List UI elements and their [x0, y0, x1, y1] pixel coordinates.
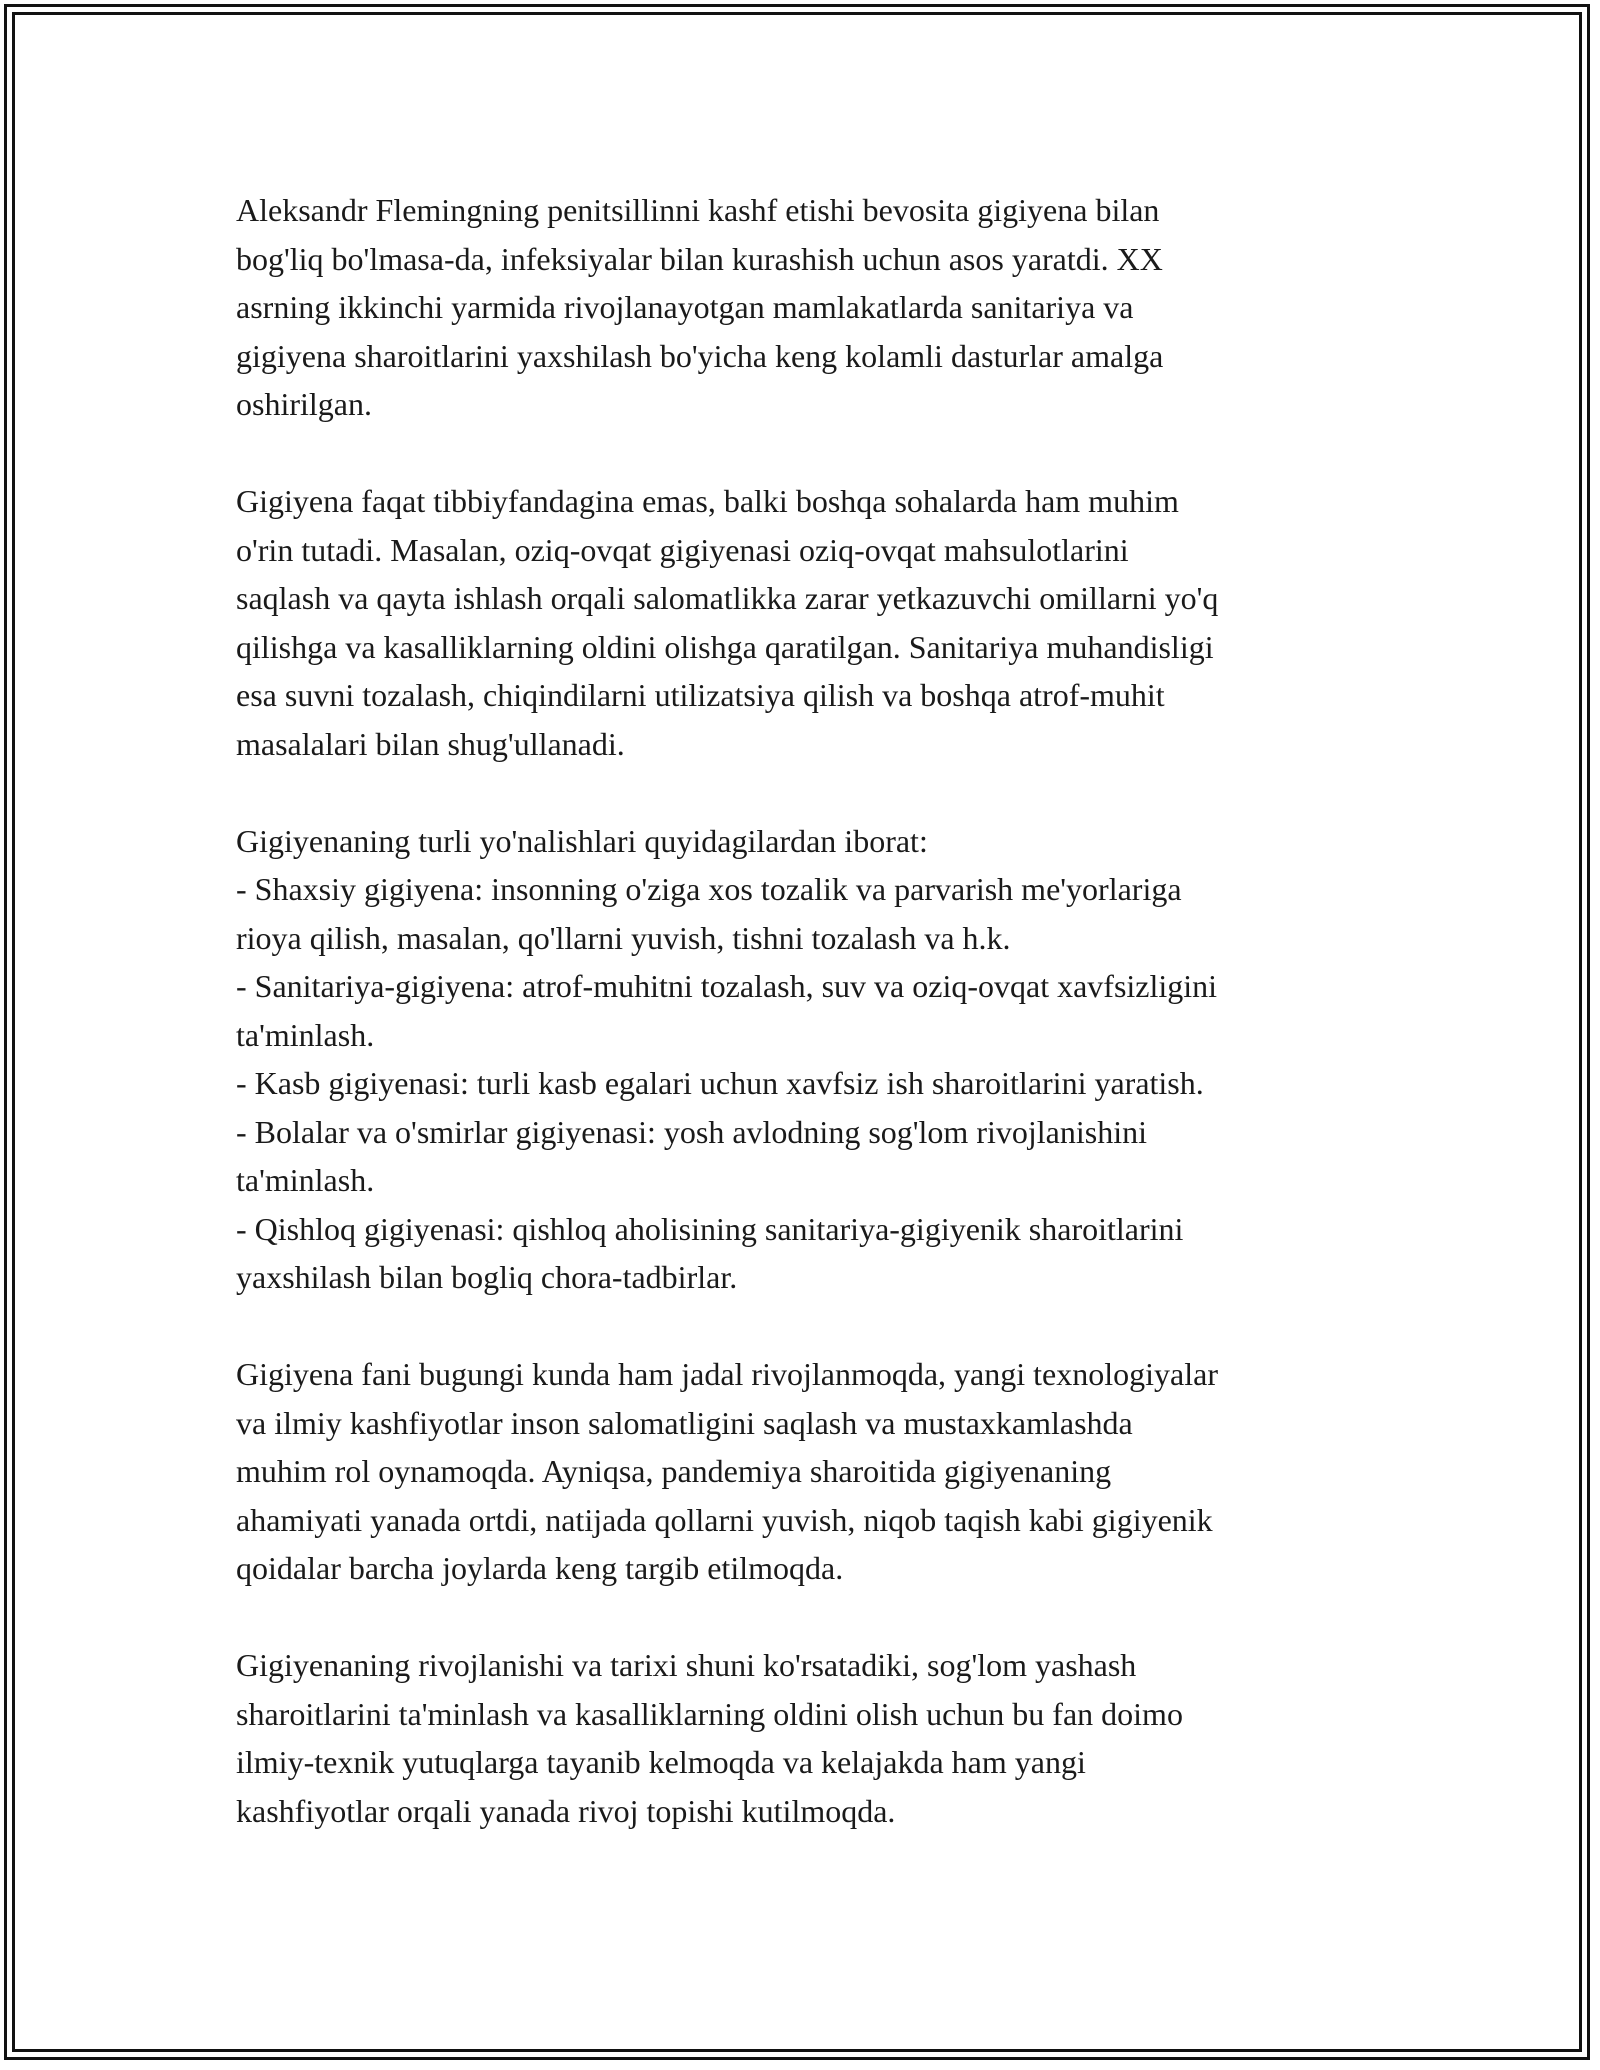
paragraph-penicillin: [236, 186, 1366, 429]
text-line: qoidalar barcha joylarda keng targib etilmoqda.: [236, 1550, 844, 1586]
paragraph-modern-development: [236, 1350, 1366, 1593]
list-item: - Sanitariya-gigiyena: atrof-muhitni tozalash, suv va oziq-ovqat xavfsizligini: [236, 968, 1218, 1004]
text-line: esa suvni tozalash, chiqindilarni utilizatsiya qilish va boshqa atrof-muhit: [236, 677, 1165, 713]
list-item: - Bolalar va o'smirlar gigiyenasi: yosh avlodning sog'lom rivojlanishini: [236, 1113, 1147, 1150]
paragraph-hygiene-types-list: [236, 817, 1366, 1302]
text-line: ilmiy-texnik yutuqlarga tayanib kelmoqda va kelajakda ham yangi: [236, 1744, 1086, 1780]
text-line: kashfiyotlar orqali yanada rivoj topishi kutilmoqda.: [236, 1792, 896, 1829]
list-heading: Gigiyenaning turli yo'nalishlari quyidagilardan iborat:: [236, 822, 928, 859]
text-line: asrning ikkinchi yarmida rivojlanayotgan mamlakatlarda sanitariya va: [236, 289, 1134, 325]
text-line: masalalari bilan shug'ullanadi.: [236, 725, 625, 762]
document-body: [236, 186, 1366, 1835]
list-item: - Qishloq gigiyenasi: qishloq aholisining sanitariya-gigiyenik sharoitlarini: [236, 1210, 1184, 1247]
text-line: gigiyena sharoitlarini yaxshilash bo'yicha keng kolamli dasturlar amalga: [236, 337, 1164, 374]
list-item-continuation: yaxshilash bilan bogliq chora-tadbirlar.: [236, 1259, 738, 1295]
list-item: - Shaxsiy gigiyena: insonning o'ziga xos tozalik va parvarish me'yorlariga: [236, 871, 1182, 907]
list-item-continuation: ta'minlash.: [236, 1162, 375, 1198]
text-line: va ilmiy kashfiyotlar inson salomatligini saqlash va mustaxkamlashda: [236, 1404, 1133, 1441]
text-line: Aleksandr Flemingning penitsillinni kashf etishi bevosita gigiyena bilan: [236, 192, 1160, 228]
paragraph-hygiene-fields: [236, 477, 1366, 768]
list-item: - Kasb gigiyenasi: turli kasb egalari uchun xavfsiz ish sharoitlarini yaratish.: [236, 1065, 1204, 1101]
text-line: qilishga va kasalliklarning oldini olishga qaratilgan. Sanitariya muhandisligi: [236, 628, 1214, 665]
list-item-continuation: rioya qilish, masalan, qo'llarni yuvish, tishni tozalash va h.k.: [236, 919, 1011, 956]
text-line: o'rin tutadi. Masalan, oziq-ovqat gigiyenasi oziq-ovqat mahsulotlarini: [236, 531, 1129, 568]
text-line: sharoitlarini ta'minlash va kasalliklarning oldini olish uchun bu fan doimo: [236, 1695, 1183, 1732]
paragraph-conclusion: [236, 1641, 1366, 1835]
list-item-continuation: ta'minlash.: [236, 1016, 375, 1053]
text-line: Gigiyena fani bugungi kunda ham jadal rivojlanmoqda, yangi texnologiyalar: [236, 1356, 1218, 1392]
text-line: Gigiyenaning rivojlanishi va tarixi shuni ko'rsatadiki, sog'lom yashash: [236, 1647, 1137, 1683]
text-line: ahamiyati yanada ortdi, natijada qollarni yuvish, niqob taqish kabi gigiyenik: [236, 1501, 1213, 1538]
text-line: bog'liq bo'lmasa-da, infeksiyalar bilan kurashish uchun asos yaratdi. XX: [236, 240, 1163, 277]
text-line: oshirilgan.: [236, 386, 372, 422]
text-line: saqlash va qayta ishlash orqali salomatlikka zarar yetkazuvchi omillarni yo'q: [236, 580, 1219, 616]
text-line: muhim rol oynamoqda. Ayniqsa, pandemiya sharoitida gigiyenaning: [236, 1453, 1112, 1489]
text-line: Gigiyena faqat tibbiyfandagina emas, balki boshqa sohalarda ham muhim: [236, 483, 1179, 519]
